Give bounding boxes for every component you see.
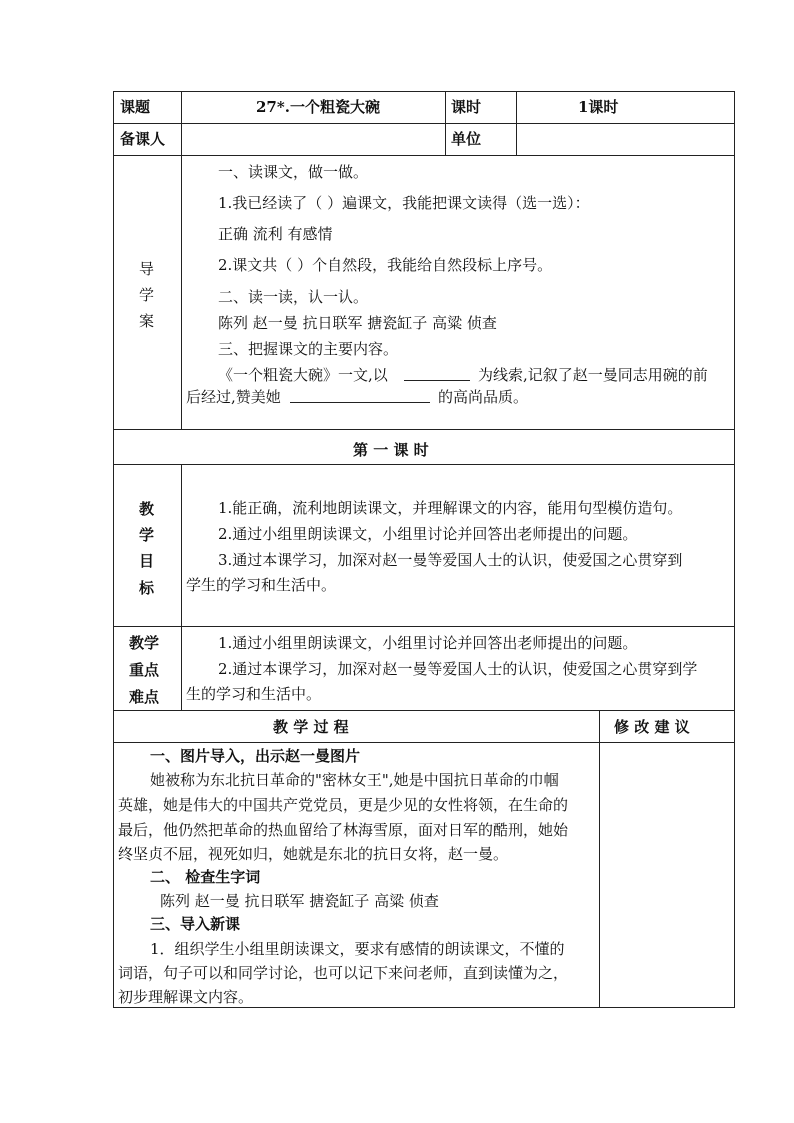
goals-side-char: 标 [139,579,155,597]
rule [113,91,735,92]
summary-text-b: 为线索,记叙了赵一曼同志用碗的前 [478,366,708,384]
section3-line: 初步理解课文内容。 [118,988,254,1006]
rule [113,626,735,627]
rule [181,91,182,430]
goal-line: 1.能正确，流利地朗读课文，并理解课文的内容，能用句型模仿造句。 [218,499,683,517]
rule [445,91,446,156]
guide-side-char: 学 [139,286,155,304]
rule [113,429,735,430]
keypoints-side-line: 难点 [129,688,160,706]
section3-title: 三、导入新课 [150,915,241,933]
rule [113,710,735,711]
rule [113,155,735,156]
keypoints-side-line: 教学 [129,634,160,652]
keypoints-side-line: 重点 [129,661,160,679]
rule [113,1007,735,1008]
summary-blank-2 [290,388,430,403]
section2-title: 二、 检查生字词 [150,868,261,886]
section1-title: 一、图片导入，出示赵一曼图片 [150,747,361,765]
guide-line: 正确 流利 有感情 [218,225,333,243]
guide-line: 一、读课文，做一做。 [218,163,369,181]
section1-line: 英雄，她是伟大的中国共产党党员，更是少见的女性将领，在生命的 [118,796,569,814]
rule [113,123,735,124]
section3-line: 1．组织学生小组里朗读课文，要求有感情的朗读课文，不懂的 [150,940,565,958]
summary-blank-1 [404,366,470,381]
guide-line: 1.我已经读了（ ）遍课文，我能把课文读得（选一选）： [218,194,590,212]
section3-line: 词语，句子可以和同学讨论，也可以记下来问老师，直到读懂为之， [118,964,569,982]
rule [181,464,182,711]
summary-text-a: 《一个粗瓷大碗》一文,以 [218,366,388,384]
rule [113,91,114,1008]
keypoint-line: 1.通过小组里朗读课文，小组里讨论并回答出老师提出的问题。 [218,634,638,652]
process-header: 教 学 过 程 [273,718,349,736]
section2-words: 陈列 赵一曼 抗日联军 搪瓷缸子 高粱 侦查 [160,892,439,910]
guide-line: 二、读一读，认一认。 [218,288,369,306]
section1-line: 终坚贞不屈，视死如归，她就是东北的抗日女将，赵一曼。 [118,845,509,863]
unit-label: 单位 [451,130,482,148]
guide-line: 三、把握课文的主要内容。 [218,340,399,358]
guide-side-char: 导 [139,260,155,278]
guide-line: 2.课文共（ ）个自然段，我能给自然段标上序号。 [218,256,553,274]
goal-line: 2.通过小组里朗读课文，小组里讨论并回答出老师提出的问题。 [218,525,638,543]
period-label: 课时 [451,98,482,116]
goals-side-char: 教 [139,500,155,518]
summary-text-d: 的高尚品质。 [438,388,529,406]
lesson1-title: 第 一 课 时 [353,441,429,459]
section1-line: 最后，他仍然把革命的热血留给了林海雪原，面对日军的酷刑，她始 [118,821,569,839]
period-value: 1课时 [578,98,619,116]
section1-line: 她被称为东北抗日革命的"密林女王",她是中国抗日革命的巾帼 [150,771,559,789]
keypoint-line: 2.通过本课学习，加深对赵一曼等爱国人士的认识，使爱国之心贯穿到学 [218,660,698,678]
summary-text-c: 后经过,赞美她 [186,388,281,406]
rule [734,91,735,1008]
rule [516,91,517,156]
goals-side-char: 学 [139,526,155,544]
guide-side-char: 案 [139,312,155,330]
rule [113,742,735,743]
revise-header: 修 改 建 议 [614,718,690,736]
keypoint-line: 生的学习和生活中。 [186,685,322,703]
rule [599,710,600,1008]
topic-value: 27*.一个粗瓷大碗 [256,98,380,116]
goal-line: 3.通过本课学习，加深对赵一曼等爱国人士的认识，使爱国之心贯穿到 [218,551,683,569]
goal-line: 学生的学习和生活中。 [186,576,337,594]
rule [113,464,735,465]
guide-line: 陈列 赵一曼 抗日联军 搪瓷缸子 高粱 侦查 [218,314,497,332]
goals-side-char: 目 [139,552,155,570]
preparer-label: 备课人 [120,130,166,148]
topic-label: 课题 [120,98,151,116]
